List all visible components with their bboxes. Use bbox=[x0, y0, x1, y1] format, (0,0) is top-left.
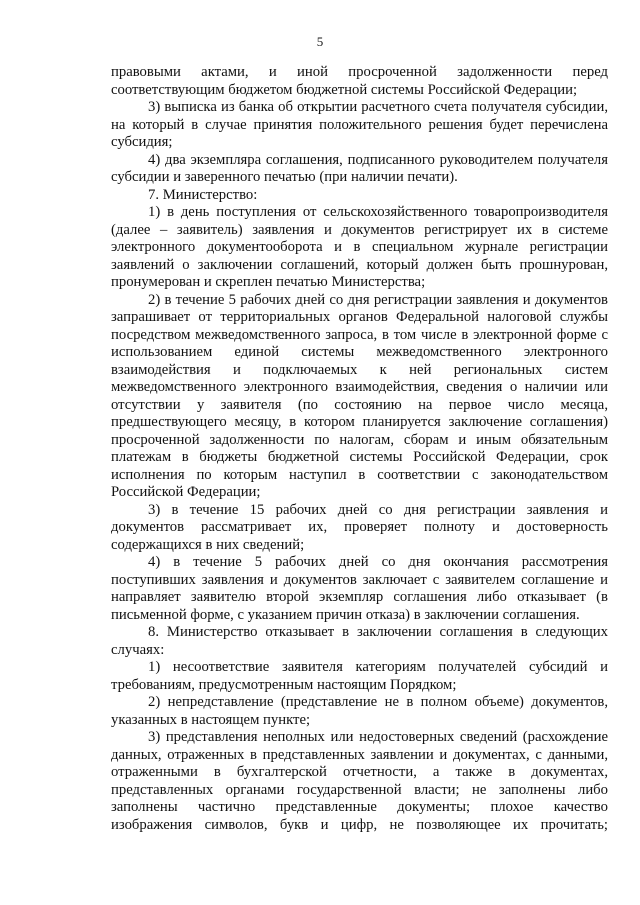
paragraph-7-item-4: 4) в течение 5 рабочих дней со дня окончания рассмотрения поступивших заявления и документов заключает с заявителем соглашение и направляет заявителю второй экземпляр соглашения либо отказывает (в письменной форме, с указанием причин отказа) в заключении соглашения. bbox=[111, 554, 608, 623]
paragraph-7-item-1: 1) в день поступления от сельскохозяйственного товаропроизводителя (далее – заявитель) заявления и документов регистрирует их в системе электронного документооборота и в специальном журнале регистрации заявлений о заключении соглашений, который должен быть прошнурован, пронумерован и скреплен печатью Министерства; bbox=[111, 204, 608, 290]
paragraph-8-item-2: 2) непредставление (представление не в полном объеме) документов, указанных в настоящем пункте; bbox=[111, 694, 608, 728]
paragraph-8-item-1: 1) несоответствие заявителя категориям получателей субсидий и требованиям, предусмотренным настоящим Порядком; bbox=[111, 659, 608, 693]
paragraph-section-7-heading: 7. Министерство: bbox=[148, 186, 258, 203]
paragraph-section-8-heading: 8. Министерство отказывает в заключении соглашения в следующих случаях: bbox=[111, 624, 608, 658]
paragraph-item-3-bank-statement: 3) выписка из банка об открытии расчетного счета получателя субсидии, на который в случае принятия положительного решения будет перечислена субсидия; bbox=[111, 99, 608, 150]
paragraph-7-item-2: 2) в течение 5 рабочих дней со дня регистрации заявления и документов запрашивает от территориальных органов Федеральной налоговой службы посредством межведомственного запроса, в том числе в электронной форме с использованием единой системы межведомственного электронного взаимодействия и подключаемых к ней региональных систем межведомственного электронного взаимодействия, сведения о наличии или отсутствии у заявителя (по состоянию на первое число месяца, предшествующего месяцу, в котором планируется заключение соглашения) просроченной задолженности по налогам, сборам и иным обязательным платежам в бюджеты бюджетной системы Российской Федерации, срок исполнения по которым наступил в соответствии с законодательством Российской Федерации; bbox=[111, 291, 608, 500]
page-number: 5 bbox=[316, 34, 324, 49]
paragraph-continuation: правовыми актами, и иной просроченной задолженности перед соответствующим бюджетом бюджетной системы Российской Федерации; bbox=[111, 64, 608, 98]
paragraph-item-4-agreement-copies: 4) два экземпляра соглашения, подписанного руководителем получателя субсидии и заверенного печатью (при наличии печати). bbox=[111, 151, 608, 185]
paragraph-8-item-3: 3) представления неполных или недостоверных сведений (расхождение данных, отраженных в представленных заявлении и документах, с данными, отраженными в бухгалтерской отчетности, а также в документах, представленных органами государственной власти; не заполнены либо заполнены частично представленные документы; плохое качество изображения символов, букв и цифр, не позволяющее их прочитать; bbox=[111, 729, 608, 833]
document-body bbox=[111, 64, 608, 834]
paragraph-7-item-3: 3) в течение 15 рабочих дней со дня регистрации заявления и документов рассматривает их, проверяет полноту и достоверность содержащихся в них сведений; bbox=[111, 501, 608, 553]
